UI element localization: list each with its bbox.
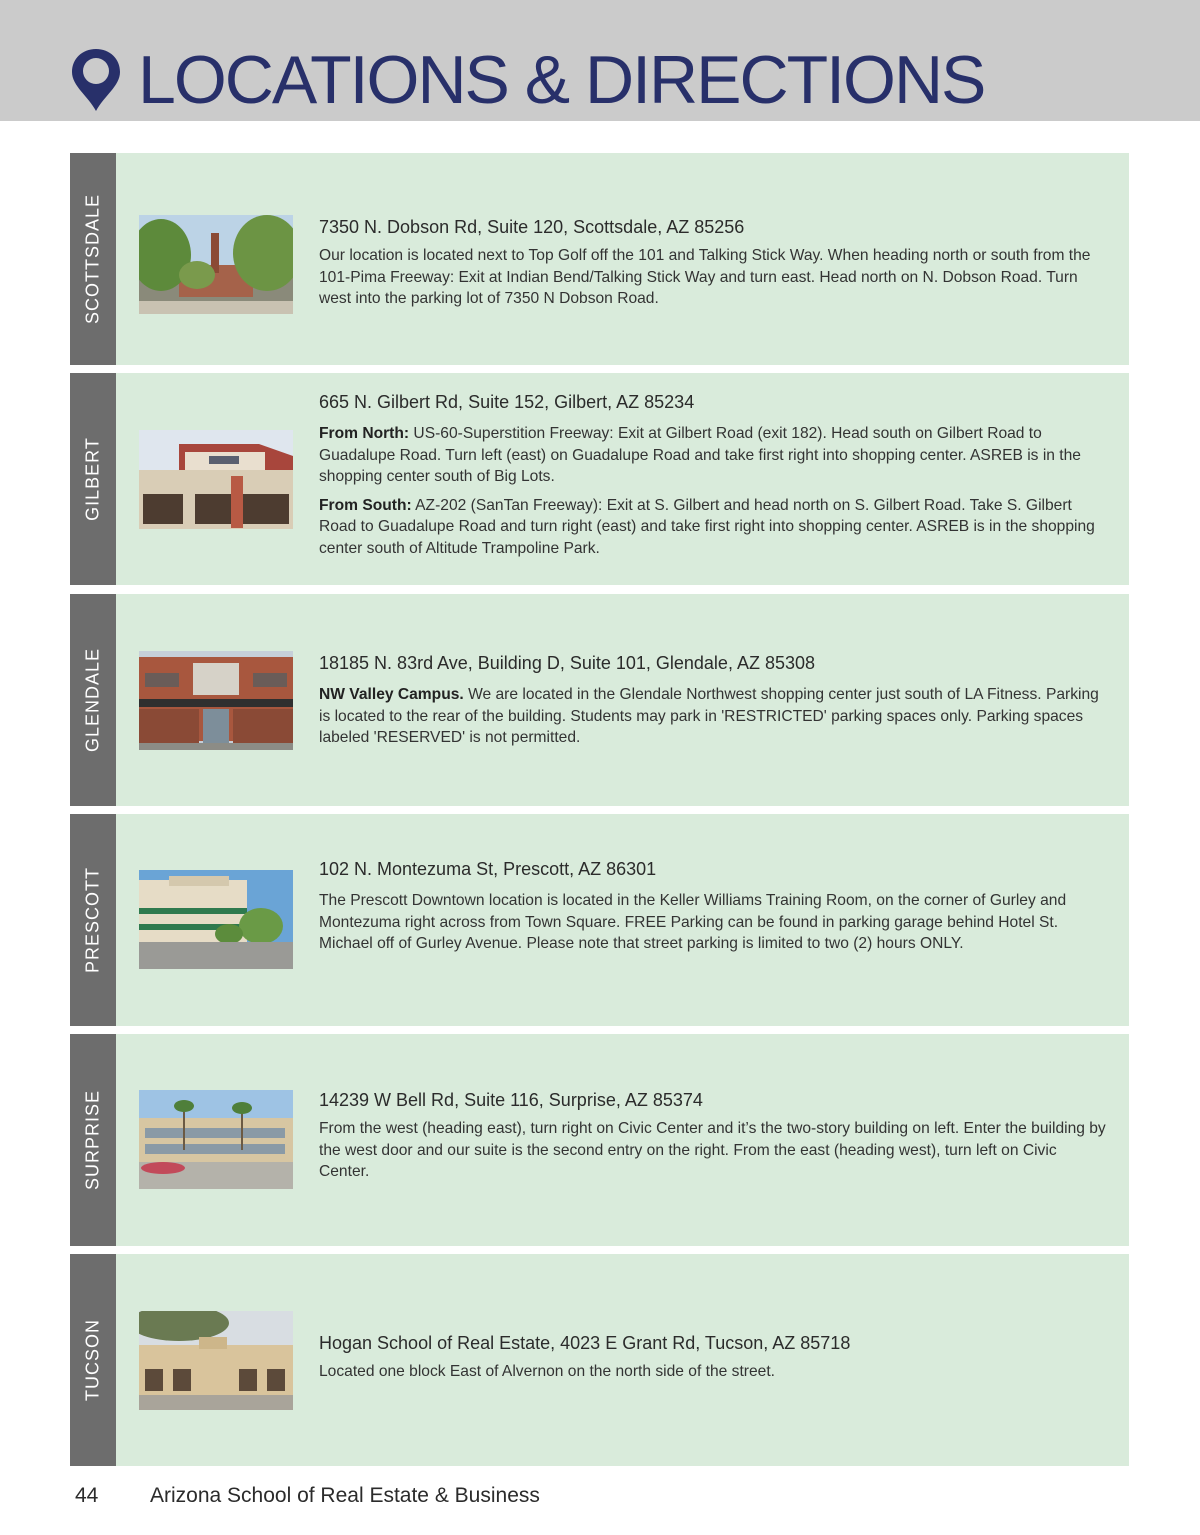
location-card-gilbert [70,373,1129,585]
location-details [319,857,1111,955]
location-address: Hogan School of Real Estate, 4023 E Grant Rd, Tucson, AZ 85718 [319,1333,851,1353]
location-card-tucson [70,1254,1129,1466]
directions-text: Our location is located next to Top Golf off the 101 and Talking Stick Way. When heading north or south from the 101-Pima Freeway: Exit at Indian Bend/Talking Stick Way and turn east. Head north on N. Dobson Road. Turn west into the parking lot of 7350 N Dobson Road. [319,247,1091,307]
publisher-name: Arizona School of Real Estate & Business [150,1484,540,1507]
location-photo [139,651,293,750]
location-tab [70,1034,116,1246]
location-directions [319,1118,1111,1183]
directions-text: Located one block East of Alvernon on the north side of the street. [319,1363,775,1380]
location-tab [70,153,116,365]
location-city: GILBERT [82,437,103,521]
directions-lead: From North: [319,425,410,442]
location-details [319,1088,1111,1183]
directions-lead: NW Valley Campus. [319,686,464,703]
directions-text: AZ-202 (SanTan Freeway): Exit at S. Gilbert and head north on S. Gilbert Road. Take S. Gilbert Road to Guadalupe Road and turn right (east) and take first right into shopping center. ASREB is in the shopping center south of Altitude Trampoline Park. [319,496,1095,557]
location-directions [319,423,1111,488]
location-address: 102 N. Montezuma St, Prescott, AZ 86301 [319,859,657,879]
directions-text: The Prescott Downtown location is located in the Keller Williams Training Room, on the corner of Gurley and Montezuma right across from Town Square. FREE Parking can be found in parking garage behind Hotel St. Michael off of Gurley Avenue. Please note that street parking is limited to two (2) hours ONLY. [319,892,1067,952]
location-city: PRESCOTT [82,866,103,974]
location-directions [319,245,1111,310]
location-card-prescott [70,814,1129,1026]
location-city: TUCSON [82,1319,103,1401]
location-address: 14239 W Bell Rd, Suite 116, Surprise, AZ 85374 [319,1090,703,1110]
location-directions [319,495,1111,560]
page-header [0,0,1200,121]
location-photo [139,215,293,314]
location-photo [139,1311,293,1410]
directions-text: US-60-Superstition Freeway: Exit at Gilbert Road (exit 182). Head south on Gilbert Road to Guadalupe Road. Turn left (east) on Guadalupe Road and take first right into shopping center. ASREB is in the shopping center south of Big Lots. [319,425,1081,485]
location-tab [70,1254,116,1466]
location-details [319,390,1111,559]
location-card-glendale [70,594,1129,806]
location-address: 18185 N. 83rd Ave, Building D, Suite 101, Glendale, AZ 85308 [319,653,816,673]
page-footer [75,1484,540,1508]
location-tab [70,594,116,806]
location-photo [139,1090,293,1189]
location-photo [139,430,293,529]
location-city: GLENDALE [82,647,103,753]
location-city: SCOTTSDALE [82,193,103,325]
location-directions [319,890,1111,955]
location-directions [319,684,1111,749]
location-tab [70,814,116,1026]
directions-text: From the west (heading east), turn right on Civic Center and it’s the two-story building on left. Enter the building by the west door and our suite is the second entry on the right. From the east (heading west), turn left on Civic Center. [319,1120,1106,1180]
location-details [319,215,1111,310]
directions-lead: From South: [319,496,412,514]
location-address: 7350 N. Dobson Rd, Suite 120, Scottsdale, AZ 85256 [319,217,745,237]
page-title: LOCATIONS & DIRECTIONS [138,42,985,118]
location-details [319,1331,1111,1383]
location-address: 665 N. Gilbert Rd, Suite 152, Gilbert, AZ 85234 [319,392,695,412]
directions-text: We are located in the Glendale Northwest shopping center just south of LA Fitness. Parking is located to the rear of the building. Students may park in 'RESTRICTED' parking spaces only. Parking spaces labeled 'RESERVED' is not permitted. [319,686,1099,746]
map-pin-icon [68,46,124,114]
location-city: SURPRISE [82,1089,103,1191]
location-tab [70,373,116,585]
location-card-scottsdale [70,153,1129,365]
page-number: 44 [75,1484,99,1507]
location-card-surprise [70,1034,1129,1246]
location-directions [319,1361,1111,1383]
location-photo [139,870,293,969]
location-details [319,651,1111,749]
